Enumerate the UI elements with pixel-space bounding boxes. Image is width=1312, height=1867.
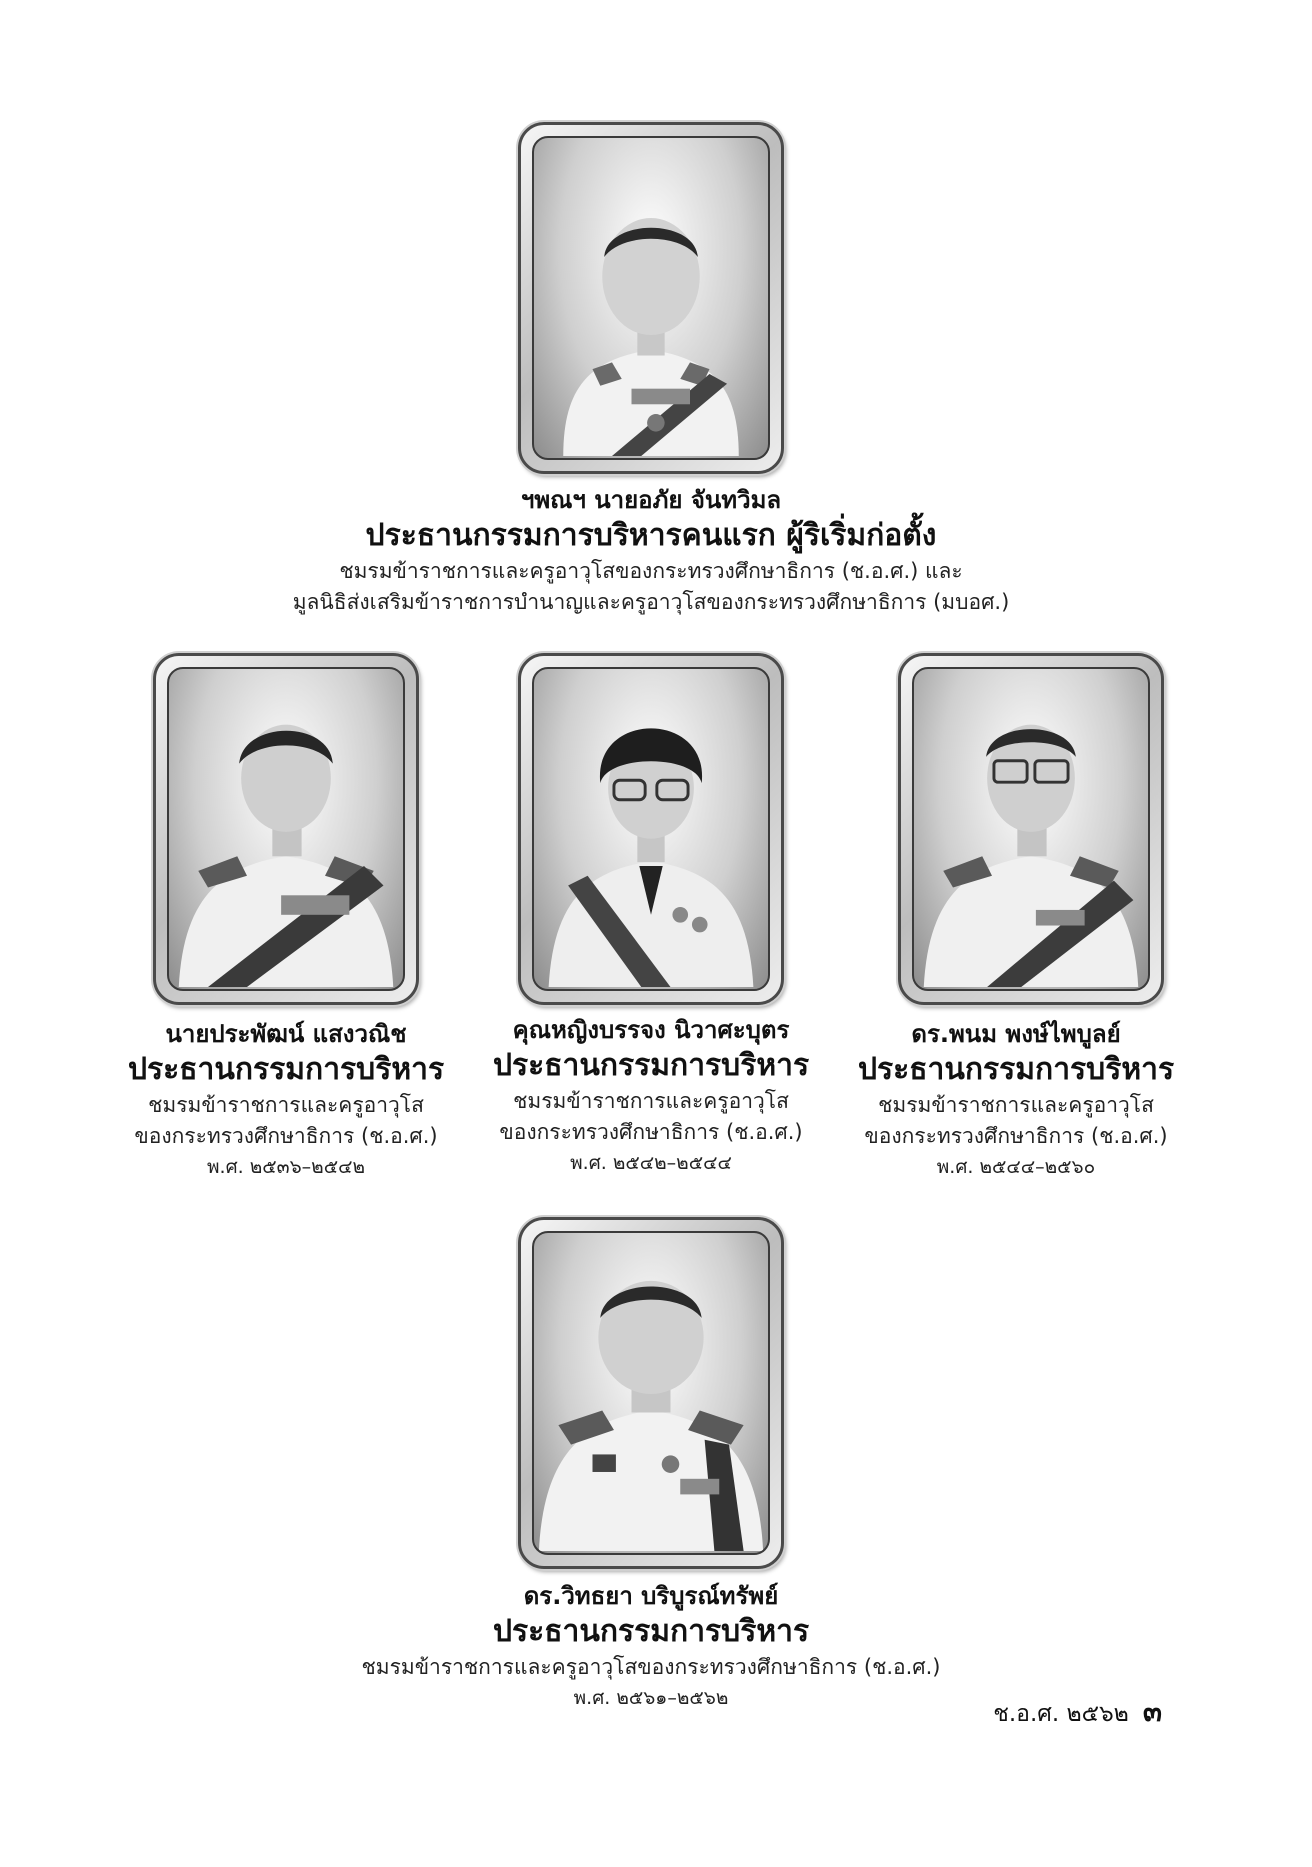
portrait-photo-current: [534, 1233, 768, 1553]
portrait-frame-current: [518, 1217, 784, 1569]
portrait-photo-chair-1: [169, 669, 403, 989]
founder-caption: [250, 484, 1052, 618]
portrait-photo-founder: [534, 138, 768, 458]
chair-2-org-line2: ของกระทรวงศึกษาธิการ (ช.อ.ศ.): [499, 1120, 803, 1144]
chair-2-org-line1: ชมรมข้าราชการและครูอาวุโส: [513, 1089, 789, 1113]
founder-org-line1: ชมรมข้าราชการและครูอาวุโสของกระทรวงศึกษาธิการ (ช.อ.ศ.) และ: [339, 559, 963, 583]
current-name: ดร.วิทธยา บริบูรณ์ทรัพย์: [523, 1582, 779, 1610]
founder-title: ประธานกรรมการบริหารคนแรก ผู้ริเริ่มก่อตั้ง: [365, 518, 937, 553]
current-org: ชมรมข้าราชการและครูอาวุโสของกระทรวงศึกษาธิการ (ช.อ.ศ.): [361, 1655, 941, 1679]
portrait-frame-chair-3: [898, 653, 1164, 1005]
chair-2-caption: [471, 1014, 831, 1178]
chair-1-title: ประธานกรรมการบริหาร: [127, 1052, 445, 1087]
chair-1-org-line1: ชมรมข้าราชการและครูอาวุโส: [148, 1093, 424, 1117]
page-footer: [993, 1690, 1162, 1734]
footer-label: ช.อ.ศ. ๒๕๖๒: [993, 1701, 1129, 1727]
chair-3-caption: [836, 1018, 1196, 1182]
chair-2-name: คุณหญิงบรรจง นิวาศะบุตร: [512, 1016, 790, 1044]
chair-1-name: นายประพัฒน์ แสงวณิช: [165, 1020, 407, 1048]
portrait-photo-chair-2: [534, 669, 768, 989]
chair-2-years: พ.ศ. ๒๕๔๒–๒๕๔๔: [570, 1152, 732, 1174]
portrait-frame-chair-1: [153, 653, 419, 1005]
chair-3-title: ประธานกรรมการบริหาร: [857, 1052, 1175, 1087]
chair-3-org-line2: ของกระทรวงศึกษาธิการ (ช.อ.ศ.): [864, 1124, 1168, 1148]
portrait-frame-chair-2: [518, 653, 784, 1005]
current-title: ประธานกรรมการบริหาร: [492, 1614, 810, 1649]
chair-1-years: พ.ศ. ๒๕๓๖–๒๕๔๒: [207, 1156, 365, 1178]
chair-3-org-line1: ชมรมข้าราชการและครูอาวุโส: [878, 1093, 1154, 1117]
chair-2-title: ประธานกรรมการบริหาร: [492, 1048, 810, 1083]
current-years: พ.ศ. ๒๕๖๑–๒๕๖๒: [573, 1687, 729, 1709]
current-caption: [250, 1580, 1052, 1713]
chair-3-name: ดร.พนม พงษ์ไพบูลย์: [911, 1020, 1121, 1048]
founder-org-line2: มูลนิธิส่งเสริมข้าราชการบำนาญและครูอาวุโสของกระทรวงศึกษาธิการ (มบอศ.): [292, 590, 1010, 614]
founder-name: ฯพณฯ นายอภัย จันทวิมล: [520, 486, 782, 514]
chair-1-org-line2: ของกระทรวงศึกษาธิการ (ช.อ.ศ.): [134, 1124, 438, 1148]
portrait-frame-founder: [518, 122, 784, 474]
portrait-photo-chair-3: [914, 669, 1148, 989]
chair-1-caption: [106, 1018, 466, 1182]
chair-3-years: พ.ศ. ๒๕๔๔–๒๕๖๐: [936, 1156, 1096, 1178]
page-number: ๓: [1142, 1695, 1162, 1728]
